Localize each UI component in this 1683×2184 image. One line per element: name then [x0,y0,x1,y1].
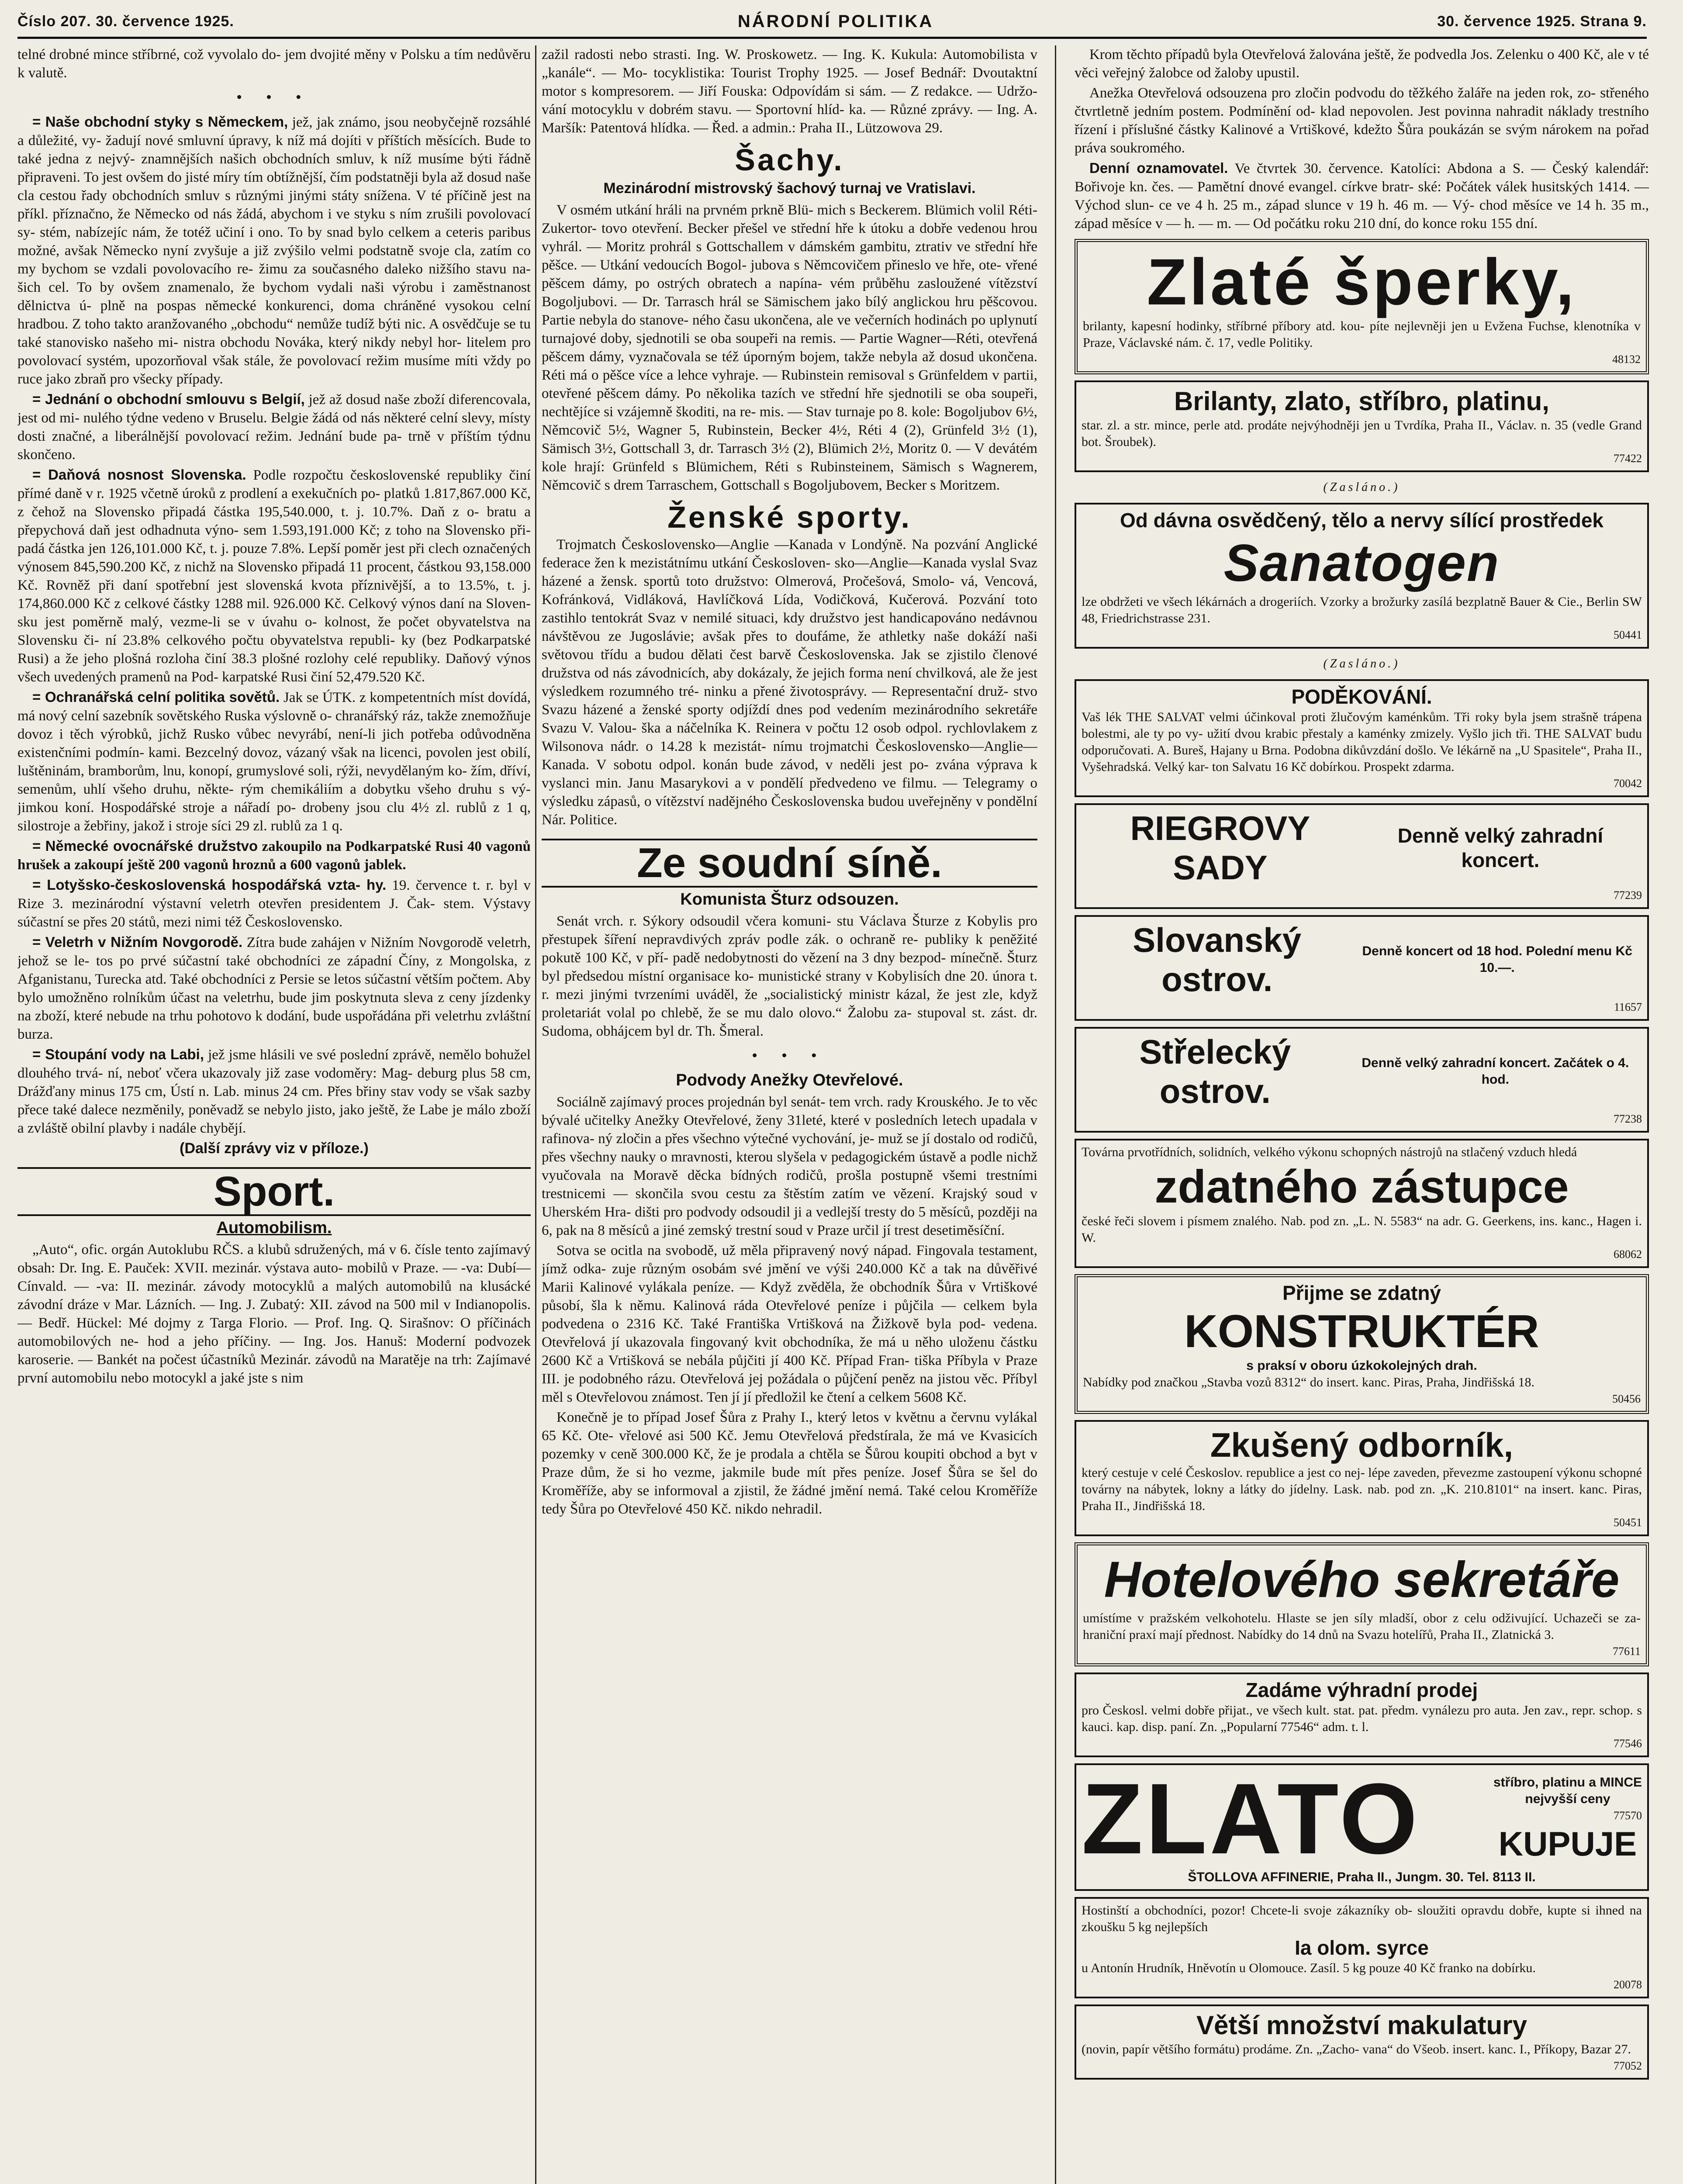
ad-salvat-headline: PODĚKOVÁNÍ. [1291,685,1432,708]
column-rule-1 [535,45,536,2184]
ad-riegrovy-side: Denně velký zahradní koncert. [1397,824,1604,871]
daily-calendar-lead: Denní oznamovatel. [1089,160,1228,176]
masthead-title: NÁRODNÍ POLITIKA [737,11,934,31]
page-header [17,6,1647,39]
article-germany [17,113,531,388]
article-elbe-lead: = Stoupání vody na Labi, [32,1046,204,1062]
ad-salvat-text: Vaš lék THE SALVAT velmi účinkoval proti žlučovým kaménkům. Tři roky byla jsem strašně trápena bolestmi, ale ty po vy- užití dvou krabic přestaly a kaménky zmizely. Vyšlo jich tři. THE SALVAT budu odporučovati. A. Bureš, Hajany u Brna. Podobna dikůvzdání došlo. Ve lékárně na „U Spasitele“, Praha II., Vyšehradská. Velký kar- ton Salvatu 16 Kč dobírkou. Prospekt zdarma. [1082,710,1642,774]
ad-brilliants-headline: Brilanty, zlato, stříbro, platinu, [1174,387,1549,416]
court-subtitle: Komunista Šturz odsouzen. [680,890,899,909]
ad-constructor-mid: s praksí v oboru úzkokolejných drah. [1246,1358,1477,1373]
womens-sports-title: Ženské sporty. [667,500,912,534]
automobilism-subtitle: Automobilism. [216,1219,332,1237]
ad-exclusive-number: 77546 [1614,1737,1642,1750]
ad-gold-jewelry-headline: Zlaté šperky, [1147,245,1577,318]
sport-section-title: Sport. [17,1167,531,1216]
article-otevrelova-1: Sociálně zajímavý proces projednán byl senát- tem vrch. rady Krouského. Je to věc bývalé učitelky Anežky Otevřelové, ženy 31leté, které v posledních letech upadala v rafinova- ný zločin a přes všechno výtečné vychování, je- muž se jí dostalo od rodičů, přes všechny nauky o mravnosti, kterou slyšela v pedagogickém ústavě a podle nichž vyučovala na Moravě děcka bídných rodičů, prošla postupně všemi trestními trestnicemi — skončila svou cestu za štěstím zatím ve vězení. Krajský soud v Uherském Hra- dišti pro podvody odsoudil ji a vedlejší tresty do 5 měsíců, později na 6, pak na 8 měsíců a jiné zemský trestní soud v Praze určil jí trest desetiměsíční. [542,1094,1037,1238]
ad-waste-paper [1075,2004,1649,2080]
article-novgorod-text: Zítra bude zahájen v Nižním Novgorodě veletrh, jehož se le- tos po prvé súčastní také obchodníci ze západní Číny, z Mongolska, z Afganistanu, Turecka atd. Také obchodníci z Persie se letos súčastní větším počtem. Aby bylo umožněno rolníkům účast na veletrhu, bude jim poskytnuta sleva z ceny jízdenky na zboží, které nebude na trhu pohotovo k dodání, bude uspořádána při veletrhu zvláštní burza. [17,935,531,1042]
ad-riegrovy-number: 77239 [1614,889,1642,902]
ad-strelecky-number: 77238 [1614,1113,1642,1125]
article-sturz-sentenced: Senát vrch. r. Sýkory odsoudil včera komuni- stu Václava Šturze z Kobylis pro přestupek šíření nepravdivých zpráv podle zák. o ochraně re- publiky k peněžité pokutě 100 Kč, v pří- padě nedobytnosti do vězení na 3 dny bezpod- mínečně. Šturz byl předsedou místní organisace ko- munistické strany v Kobylisích dne 20. února t. r. mezi jinými tvrzeními uváděl, že „socialistický ministr kázal, že jest zle, když proletariát volal po chlebě, že se mu dalo olovo.“ Žalobu za- stupoval st. zást. dr. Sudoma, obhájcem byl dr. Th. Šmeral. [542,913,1037,1039]
article-chess-breslau: V osmém utkání hráli na prvném prkně Blü- mich s Beckerem. Blümich volil Réti-Zukertor- tovo otevření. Becker přešel ve střední hře k útoku a dobře vedenou hrou vyhrál. — Moritz prohrál s Gottschallem v dámském gambitu, ztrativ ve střední hře pěšce. — Utkání vedoucích Bogol- jubova s Němcovičem přineslo ve hře, ote- vřené pěšcem dámy, po ostrých obratech a napína- vém průběhu zasloužené vítězství Bogoljubovi. — Dr. Tarrasch hrál se Sämischem jako bílý anglickou hru pěšcovou. Partie nebyla do stanove- ného času ukončena, ale ve večerních hodinách po uplynutí turnajové doby, sjednotili se oba soupeři na remis. — Partie Wagner—Réti, otevřená pěšcem dámy, vyznačovala se též úporným bojem, takže nebyla až dosud ukončena. Réti má o pěšce více a lehce vyhraje. — Rubinstein remisoval s Grünfeldem v partii, otevřené pěšcem dámy. Po několika tazích ve střední hře sjednotili se oba soupeři, nechtějíce si vzájemně škoditi, na re- mis. — Stav turnaje po 8. kole: Bogoljubov 6½, Němcovič 5½, Wagner 5, Rubinstein, Becker 4½, Réti 4 (2), Grünfeld 3½ (1), Sämisch 3½, Gottschall 3, dr. Tarrasch 3½ (2), Blümich 2½, Moritz 0. — V devátém kole hrají: Grünfeld s Blümichem, Réti s Rubinsteinem, Sämisch s Wagnerem, Němcovič s drem Tarraschem, Gottschall s Bogoljubovem, Becker s Moritzem. [542,202,1037,493]
article-novgorod-fair [17,933,531,1044]
ad-exclusive-headline: Zadáme výhradní prodej [1245,1679,1478,1701]
ad-constructor [1075,1274,1649,1414]
ad-cheese-number: 20078 [1614,1978,1642,1991]
ad-gold-jewelry [1075,239,1649,374]
sent-in-label-1: (Zasláno.) [1323,480,1400,494]
ad-riegrovy-name: RIEGROVY SADY [1130,809,1310,887]
ad-exclusive-sale [1075,1673,1649,1757]
page-date-number: 30. července 1925. Strana 9. [1437,13,1647,30]
ad-slovansky-side: Denně koncert od 18 hod. Polední menu Kč 10.—. [1362,944,1632,975]
ad-zlato-kupuje [1075,1763,1649,1891]
ad-gold-jewelry-text: brilanty, kapesní hodinky, stříbrné příbory atd. kou- píte nejlevněji jen u Evžena Fuchse, klenotníka v Praze, Václavské nám. č. 17, vedle Politiky. [1083,319,1641,350]
ad-brilliants-text: star. zl. a str. mince, perle atd. prodáte nejvýhodněji jen u Tvrdíka, Praha II., Václav. n. 35 (vedle Grand bot. Šroubek). [1082,418,1642,449]
ad-agent-wanted [1075,1139,1649,1268]
article-slovakia-taxes [17,466,531,686]
ad-zlato-right [1493,1774,1642,1863]
column-rule-2 [1055,45,1056,2184]
ad-zlato-right-mid: nejvyšší ceny [1525,1792,1610,1806]
court-section-title: Ze soudní síně. [542,839,1037,888]
article-slovakia-lead: = Daňová nosnost Slovenska. [32,467,246,483]
article-fruit-lead: = Německé ovocnářské družstvo [32,838,258,854]
article-belgium [17,390,531,464]
ad-expert-headline: Zkušený odborník, [1210,1426,1514,1464]
daily-calendar-text: Ve čtvrtek 30. července. Katolíci: Abdona a S. — Český kalendář: Bořivoje kn. čes. — Pamětní dnové evangel. církve bratr- ské: Počátek válek husitských 1414. — Východ slun- ce ve 4 h. 25 m., západ slunce v 19 h. 46 m. — Vý- chod měsíce ve 14 h. 35 m., západ měsíce v — h. — m. — Od počátku roku 210 dní, do konce roku 155 dní. [1075,161,1649,232]
ad-sanatogen-text: lze obdržeti ve všech lékárnách a drogeriích. Vzorky a brožurky zasílá bezplatně Bauer & Cie., Berlin SW 48, Friedrichstrasse 231. [1082,594,1642,625]
ad-waste-number: 77052 [1614,2060,1642,2072]
chess-section-title: Šachy. [735,143,844,177]
intro-paragraph: telné drobné mince stříbrné, což vyvolalo do- jem dvojité měny v Polsku a tím nedůvěru k valutě. [17,47,531,81]
article-otevrelova-2: Sotva se ocitla na svobodě, už měla připravený nový nápad. Fingovala testament, jímž odka- zuje různým osobám své jmění ve výši 240.000 Kč a tak na důvěřivé Marii Kalinové vylákala peníze. — Když zvěděla, že obchodník Šůra v Vrtiškové působí, šla k němu. Kalinová ráda Otevřelové peníze i půjčila — celkem byla podvedena o 2316 Kč. Také Františka Vrtišková na Žižkově byla pod- vedena. Otevřelová jí ukazovala fingovaný kvit obchodníka, že má u něho uloženu částku 2600 Kč a Vrtišková se nebála půjčiti jí 400 Kč. Případ Fran- tiška Příbyla v Praze III. je podobného rázu. Otevřelová jej požádala o půjčení peněz na jistou věc. Příbyl měl s Otevřelovou známost. Ten jí jí předložil ke čtení a celkem 5608 Kč. [542,1243,1037,1405]
ad-hotel-number: 77611 [1612,1645,1641,1658]
ad-waste-headline: Větší množství makulatury [1196,2011,1527,2040]
ad-constructor-text: Nabídky pod značkou „Stavba vozů 8312“ do insert. kanc. Piras, Praha, Jindřišská 18. [1083,1375,1534,1389]
ad-zlato-number: 77570 [1614,1809,1642,1822]
sent-in-label-2: (Zasláno.) [1323,657,1400,670]
ad-olomouc-cheese [1075,1897,1649,1998]
ad-slovansky-number: 11657 [1614,1001,1642,1013]
ad-zlato-big: ZLATO [1082,1762,1420,1875]
article-latvia-text: 19. července t. r. byl v Rize 3. mezinárodní výstavní veletrh otevřen presidentem J. Čak- stem. Výstavy súčastní se přes 20 států, mezi nimi též Československo. [17,878,531,930]
article-germany-lead: = Naše obchodní styky s Německem, [32,114,288,130]
otevrelova-continued-1: Krom těchto případů byla Otevřelová žalována ještě, že podvedla Jos. Zelenku o 400 Kč, ale v té věci veřejný žalobce od žaloby upustil. [1075,47,1649,81]
article-soviet-text: Jak se ÚTK. z kompetentních míst dovídá, má nový celní sazebník sovětského Ruska výslovně o- chranářský ráz, takže znemožňuje dovoz i těch výrobků, jichž Rusko vůbec nevyrábí, není-li jich potřeba odůvodněna existenčními podmín- kami. Bezcelný dovoz, vázaný však na licenci, povolen jest obilí, luštěninám, bramborům, lnu, konopí, grumyslové soli, rýži, nevydělaným ko- žím, dříví, semenům, uhlí všeho druhu, někte- rým chemikáliím a dobytku všeho druhu s vý- jimkou koní. Hospodářské stroje a nářadí po- drobeny jsou clu 4½ zl. rublů z 1 q, silostroje a žebřiny, jakož i stroje síci 29 zl. rublů za 1 q. [17,690,531,834]
ad-constructor-number: 50456 [1612,1393,1641,1405]
article-latvia-lead: = Lotyšsko-československá hospodářská vzta- hy. [32,877,387,893]
ad-strelecky-name: Střelecký ostrov. [1139,1033,1291,1110]
more-news-note: (Další zprávy viz v příloze.) [180,1140,369,1157]
article-otevrelova-3: Konečně je to případ Josef Šůra z Prahy I., který letos v květnu a červnu vylákal 65 Kč. Ote- vřelové asi 500 Kč. Jemu Otevřelová předstírala, že má ve Kvasicích pozemky v ceně 300.000 Kč, že je prodala a chtěla se Šůrou koupiti obchod a byt v Praze dům, že si ho vezme, jakmile bude mít přes peníze. Josef Šůra se šel do Kroměříže, aby se informoval a zjistil, že žádné jmění nemá. Také celou Kroměříže tedy Šůra po Otevřelové 450 Kč. nikdo nehradil. [542,1410,1037,1517]
ad-cheese-headline: Ia olom. syrce [1295,1936,1429,1959]
ad-sanatogen-top: Od dávna osvědčený, tělo a nervy sílící prostředek [1120,509,1604,532]
ad-zlato-bottom: ŠTOLLOVA AFFINERIE, Praha II., Jungm. 30. Tel. 8113 II. [1188,1870,1536,1884]
sanatogen-logo-icon: Sanatogen [1223,534,1500,592]
article-fruit-coop [17,837,531,874]
ad-sanatogen-number: 50441 [1614,629,1642,641]
article-soviet-tariffs [17,688,531,835]
article-soviet-lead: = Ochranářská celní politika sovětů. [32,689,280,705]
article-novgorod-lead: = Veletrh v Nižním Novgorodě. [32,934,243,950]
ad-gold-jewelry-number: 48132 [1612,353,1641,366]
ad-sanatogen [1075,503,1649,649]
ad-exclusive-text: pro Českosl. velmi dobře přijat., ve všech kult. stat. pat. předm. vynálezu pro auta. Jen zav., repr. schop. s kauci. kap. disp. paní. Zn. „Popularní 77546“ adm. t. l. [1082,1703,1642,1734]
ad-brilliants-number: 77422 [1614,452,1642,465]
article-elbe-water [17,1045,531,1137]
column-2 [542,45,1037,2184]
court-separator: • • • [752,1048,827,1064]
ad-salvat-number: 70042 [1614,777,1642,790]
ad-expert [1075,1420,1649,1536]
ad-hotel-secretary [1075,1542,1649,1666]
ad-agent-headline: zdatného zástupce [1154,1161,1569,1213]
article-fruit-text: zakoupilo na Podkarpatské Rusi 40 vagonů hrušek a zakoupí ještě 200 vagonů hroznů a 600 vagonů jablek. [17,839,531,873]
ad-cheese-text: Hostinští a obchodníci, pozor! Chcete-li svoje zákazníky ob- sloužiti opravdu dobře, kupte si ihned na zkoušku 5 kg nejlepších [1082,1903,1642,1934]
ad-zlato-right-top: stříbro, platinu a MINCE [1493,1775,1642,1790]
section-separator: • • • [236,90,312,105]
otevrelova-title: Podvody Anežky Otevřelové. [676,1071,903,1089]
article-germany-text: jež, jak známo, jsou neobyčejně rozsáhlé a důležité, vy- žadují nové smluvní úpravy, k níž má dojíti v příštích měsících. Bude to také jedna z nejvý- znamnějších našich obchodních smluv, k níž musíme býti řádně připraveni. To jest ovšem do jisté míry tím obtížnější, čím podstatněji byla až dosud naše cla cestou řady obchodních smluv s různými jinými státy snížena. V té příčině jest na příkl. příznačno, že Německo od nás žádá, abychom i ve styku s ním zrušili povolovací sy- stém, nabízejíc nám, že totéž učiní i ono. To by snad bylo celkem a ceteris paribus možné, avšak Německo nyní zvyšuje a již zvýšilo velmi podstatně svoje cla, zatím co my bychom se vzdali povolovacího re- žimu za současného daleko nižšího stavu na- šich cel. To by ovšem znamenalo, že bychom vydali naši výrobu i zaměstnanost dělnictva ú- plně na pospas německé konkurenci, doma chráněné vysokou celní hradbou. Z toho takto aranžovaného „obchodu“ nemůže tudíž býti nic. A osvědčuje se tu také stanovisko našeho mi- nistra obchodu Nováka, který nikdy nebyl hor- litelem pro povolovací systém, upozorňoval však stále, že povolovací režim musíme míti vždy po ruce jako zbraň pro všecky případy. [17,114,531,387]
ad-strelecky-side: Denně velký zahradní koncert. Začátek o 4. hod. [1362,1056,1629,1087]
ad-constructor-top: Přijme se zdatný [1282,1282,1441,1304]
chess-subtitle: Mezinárodní mistrovský šachový turnaj ve Vratislavi. [603,180,976,197]
ad-brilliants [1075,380,1649,472]
ad-hotel-text: umístíme v pražském velkohotelu. Hlaste se jen síly mladší, obor z celu odživující. Uchazeči se za- hraniční praxí mají přednost. Nabídky do 14 dnů na Svazu hotelířů, Praha II., Zlatnická 3. [1083,1611,1641,1642]
ad-agent-text: české řeči slovem i písmem znalého. Nab. pod zn. „L. N. 5583“ na adr. G. Geerkens, ins. kanc., Hagen i. W. [1082,1214,1642,1245]
issue-number-date: Číslo 207. 30. července 1925. [17,13,234,30]
article-belgium-text: jež až dosud naše zboží diferencovala, jest od mi- nulého týdne vedeno v Bruselu. Belgie žádá od nás některé celní slevy, místy dosti značné, a liberálnější povolovací režim. Jednání bude pa- trně v příštím týdnu skončeno. [17,392,531,463]
ad-expert-text: který cestuje v celé Českoslov. republice a jest co nej- lépe zaveden, převezme zastoupení výkonu schopné továrny na nábytek, lokny a látky do jídelny. Lask. nab. pod zn. „K. 210.8101“ na insert. kanc. Piras, Praha II., Jindřišská 18. [1082,1465,1642,1513]
column-3 [1075,45,1649,2184]
ad-strelecky-ostrov [1075,1027,1649,1133]
daily-calendar [1075,159,1649,233]
ad-waste-text: (novin, papír většího formátu) prodáme. Zn. „Zacho- vana“ do Všeob. insert. kanc. I., Příkopy, Bazar 27. [1082,2042,1631,2056]
ad-agent-number: 68062 [1614,1248,1642,1261]
ad-salvat-thanks [1075,679,1649,797]
ad-slovansky-ostrov [1075,915,1649,1021]
ad-riegrovy-sady [1075,803,1649,909]
column-1 [17,45,531,2184]
ad-hotel-headline: Hotelového sekretáře [1104,1551,1620,1608]
auto-magazine-continued: zažil radosti nebo strasti. Ing. W. Proskowetz. — Ing. K. Kukula: Automobilista v „kanále“. — Mo- tocyklistika: Tourist Trophy 1925. — Josef Bednář: Dvoutaktní motor s kompresorem. — Jiří Fouska: Odpovídám si sám. — Z redakce. — Udržo- vání motocyklu v dobrém stavu. — Sportovní hlíd- ka. — Různé zprávy. — Ing. A. Maršík: Patentová hlídka. — Řed. a admin.: Praha II., Lützowova 29. [542,47,1037,136]
article-slovakia-text: Podle rozpočtu československé republiky činí přímé daně v r. 1925 včetně úroků z prodlení a exekučních po- platků 1.817,867.000 Kč, z čehož na Slovensko připadá částka 195,540.000, t. j. 10.7%. Daň z o- bratu a přepychová daň jest odhadnuta výno- sem 1.593,191.000 Kč; z toho na Slovensko při- padá částka jen 126,101.000 Kč, t. j. pouze 7.8%. Lepší poměr jest při clech označených výnosem 845,590.200 Kč, z nichž na Slovensko připadá 11 procent, částkou 93,158.000 Kč. Rovněž při daní spotřební jest slovenská kvota příznivější, a to 13.5%, t. j. 174,860.000 Kč z celkové částky 1288 mil. 926.000 Kč. Celkový výnos daní na Sloven- sku jest poměrně malý, vezme-li se v úvahu o- kolnost, že počet obyvatelstva na Slovensku či- ní 23.8% celkového počtu obyvatelstva republi- ky (bez Podkarpatské Rusi) a že jeho plošná rozloha činí 38.3 plošné rozlohy celé republiky. Daňový výnos všech uvedených pramenů na Pod- karpatské Rusi činí 52,479.520 Kč. [17,467,531,685]
article-latvia [17,876,531,931]
ad-expert-number: 50451 [1614,1516,1642,1529]
ad-constructor-headline: KONSTRUKTÉR [1184,1306,1539,1357]
article-auto-magazine: „Auto“, ofic. orgán Autoklubu RČS. a klubů sdružených, má v 6. čísle tento zajímavý obsah: Dr. Ing. E. Pauček: XVII. mezinár. výstava auto- mobilů v Praze. — -va: Dubí—Cínvald. — -va: II. mezinár. závody motocyklů a malých automobilů na klusácké závodní dráze v Mar. Lázních. — Ing. J. Zubatý: XII. závod na 500 mil v Indianopolis. — Bedř. Hückel: Mé dojmy z Targa Florio. — Prof. Ing. Q. Sirašnov: O příčinách automobilových ne- hod a jeho příčiny. — Ing. Jos. Hanuš: Moderní podvozek karoserie. — Bankét na počest účastníků Mezinár. závodů na Maratěje na trh: Zajímavé první automobilu nebo motocykl a jaké jste s nim [17,1242,531,1386]
ad-zlato-buy: KUPUJE [1498,1825,1637,1863]
ad-agent-top: Továrna prvotřídních, solidních, velkého výkonu schopných nástrojů na stlačený vzduch hledá [1082,1145,1577,1159]
otevrelova-continued-2: Anežka Otevřelová odsouzena pro zločin podvodu do těžkého žaláře na jeden rok, zo- střeného čtvrtletně jedním postem. Podmínění od- klad nepovolen. Jest povinna nahradit náklady trestního řízení i příslušné částky Kalinové a Vrtiškové, kdežto Šůra poukázán se svým nárokem na pořad práva soukromého. [1075,85,1649,156]
article-belgium-lead: = Jednání o obchodní smlouvu s Belgií, [32,391,305,407]
article-elbe-text: jež jsme hlásili ve své poslední zprávě, nemělo bohužel dlouhého trvá- ní, neboť včera ukazovaly již zase vodoměry: Mag- deburg plus 58 cm, Drážďany minus 175 cm, Ústí n. Lab. minus 24 cm. Přes břiny stav vody se však sazby přece také dalece nezměnily, poněvadž se nebylo jisto, jako ještě, že Labe je málo zboží a zvláště obilní plavby i nadále chybějí. [17,1047,531,1136]
article-women-triple-match: Trojmatch Československo—Anglie —Kanada v Londýně. Na pozvání Anglické federace žen k mezistátnímu utkání Českosloven- sko—Anglie—Kanada vyslal Svaz házené a žensk. sportů toto družstvo: Olmerová, Pročešová, Smolo- vá, Vencová, Kofránková, Vidláková, Havlíčková Lída, Vodičková, Kučerová. Pozvání toto zastihlo tentokrát Svaz v nemilé situaci, kdy družstvo jest handicapováno nedávnou návštěvou ze Jugoslávie; avšak přes to doufáme, že athletky naše dokáží naši světovou třídu a budou dělati čest barvě Československa. Jak se zjistilo členové družstva od nás závodnicích, aby dokázaly, že jejich forma není chvilková, ale že jest výsledkem rozumného tré- ninku a přené životosprávy. — Representační druž- stvo Svazu házené a ženské sporty odjíždí dnes pod vedením mezinárodního sekretáře Svazu V. Valou- ška a náčelníka K. Reinera v počtu 12 osob odpol. rychlovlakem z Wilsonova nádr. o 14.28 k mezistát- nímu trojmatchi Československo—Anglie—Kanada. V sobotu odpol. konán bude závod, v neděli jest po- zvána výprava k vyslanci min. Janu Masarykovi a v pondělí předvedeno ve filmu. — Telegramy o výsledku zápasů, o vítězství nadějného Československa budou uveřejněny v pondělní Nár. Politice. [542,537,1037,828]
ad-slovansky-name: Slovanský ostrov. [1133,921,1302,999]
ad-cheese-text2: u Antonín Hrudník, Hněvotín u Olomouce. Zasíl. 5 kg pouze 40 Kč franko na dobírku. [1082,1961,1536,1975]
